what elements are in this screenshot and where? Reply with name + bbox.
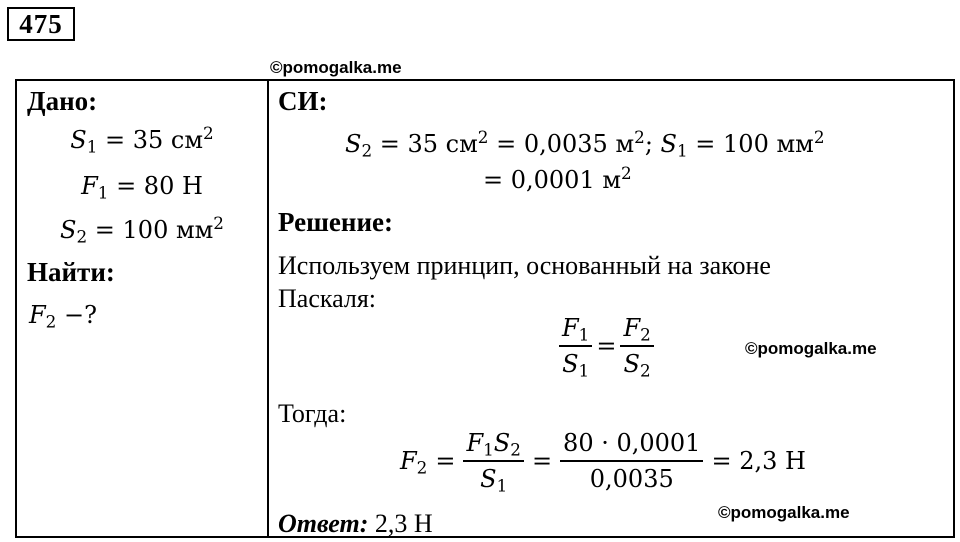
watermark: ©pomogalka.me — [270, 58, 402, 77]
find-value: $F_2$ −? — [29, 301, 97, 332]
solution-text-line-2: Паскаля: — [278, 284, 377, 313]
ratio-right: $\frac{F_2}{S_2}$ — [620, 313, 653, 379]
then-label: Тогда: — [278, 399, 347, 428]
solution-heading: Решение: — [278, 207, 393, 237]
si-line-2: = 0,0001 $м^2$ — [483, 162, 632, 194]
given-s1: $S_1 = 35$ $см^2$ — [70, 122, 214, 157]
given-f1: $F_1 = 80$ Н — [81, 172, 203, 203]
given-s2: $S_2 = 100$ $мм^2$ — [60, 212, 224, 247]
answer-label: Ответ: — [278, 509, 369, 538]
solution-text-line-1: Используем принцип, основанный на законе — [278, 251, 771, 280]
si-line-1: $S_2 = 35$ $см^2 = 0,0035$ $м^2$; $S_1 = 100$ $мм^2$ — [345, 126, 825, 161]
pascal-ratio: $\frac{F_1}{S_1}$ = $\frac{F_2}{S_2}$ — [559, 313, 654, 379]
given-heading: Дано: — [27, 86, 98, 116]
column-divider — [267, 81, 269, 536]
watermark: ©pomogalka.me — [718, 503, 850, 522]
si-heading: СИ: — [278, 86, 328, 116]
final-formula: $F_2$ = $\frac{F_1S_2}{S_1}$ = $\frac{80 \cdot 0,0001}{0,0035}$ = 2,3 Н — [400, 429, 806, 496]
formula-numeric: $\frac{80 \cdot 0,0001}{0,0035}$ — [560, 428, 703, 494]
answer-line — [278, 509, 433, 539]
formula-result: = 2,3 Н — [711, 447, 806, 475]
watermark: ©pomogalka.me — [745, 339, 877, 358]
ratio-left: $\frac{F_1}{S_1}$ — [559, 313, 592, 379]
formula-symbolic: $\frac{F_1S_2}{S_1}$ — [463, 428, 523, 494]
solution-table — [15, 79, 955, 538]
problem-number: 475 — [7, 7, 75, 41]
answer-value: 2,3 Н — [368, 509, 433, 538]
find-heading: Найти: — [27, 257, 115, 287]
